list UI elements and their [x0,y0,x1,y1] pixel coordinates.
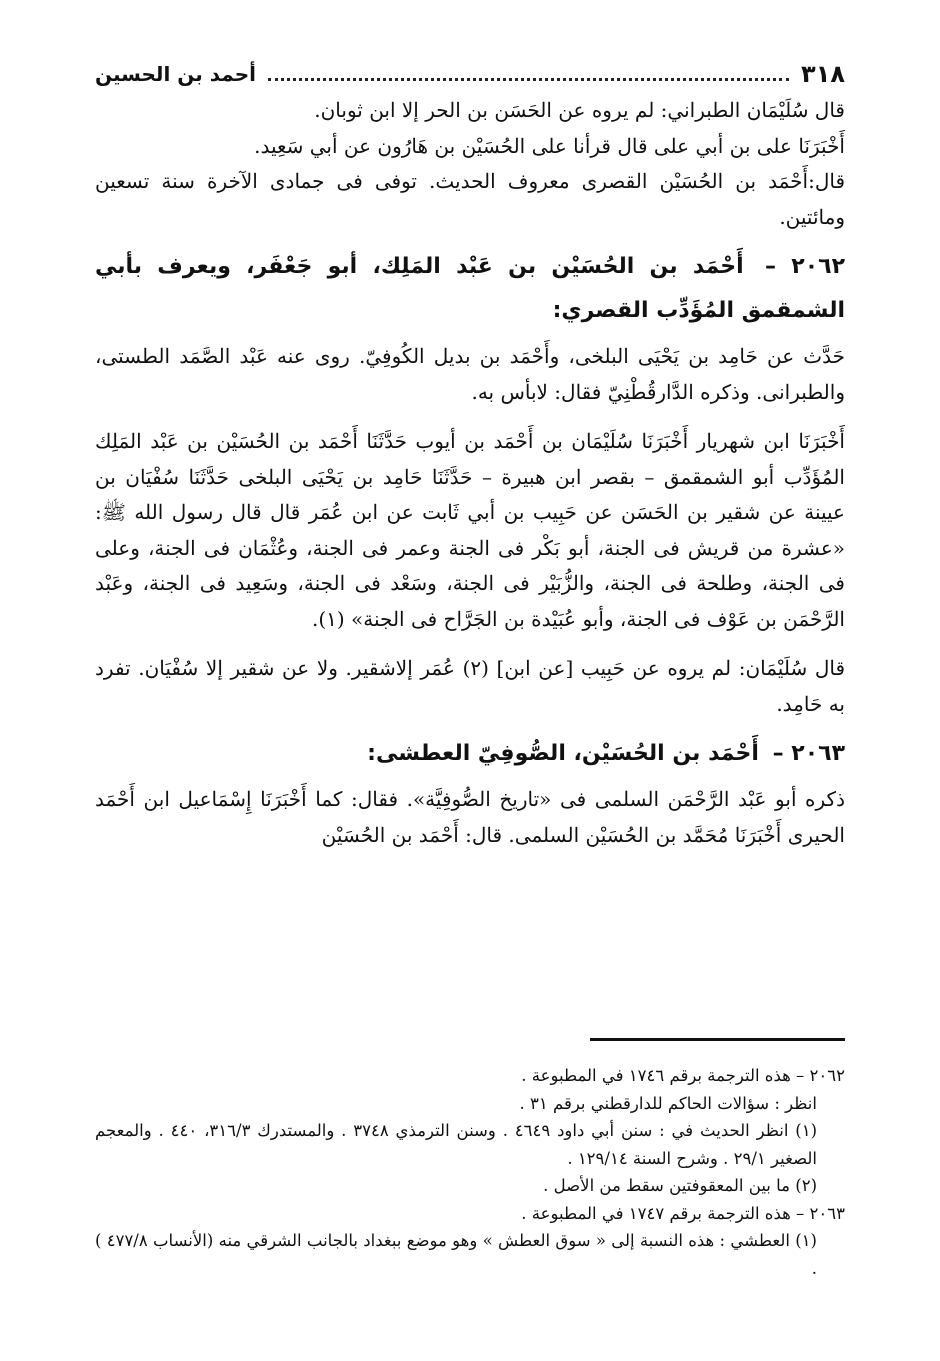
paragraph: أَخْبَرَنَا ابن شهريار أَخْبَرَنَا سُلَيْمَان بن أَحْمَد بن أيوب حَدَّثَنَا أَحْمَد بن الحُسَيْن بن عَبْد المَلِك المُؤَدِّب أبو الشمقمق – بقصر ابن هبيرة – حَدَّثَنَا حَامِد بن يَحْيَى البلخى حَدَّثَنَا سُفْيَان بن عيينة عن شقير بن الحَسَن عن حَبِيب بن أبي ثَابت عن ابن عُمَر قال قال رسول الله ﷺ: «عشرة من قريش فى الجنة، أبو بَكْر فى الجنة وعمر فى الجنة، وعُثْمَان فى الجنة، وعلى فى الجنة، وطلحة فى الجنة، والزُّبَيْر فى الجنة، وسَعْد فى الجنة، وسَعِيد فى الجنة، وعَبْد الرَّحْمَن بن عَوْف فى الجنة، وأبو عُبَيْدة بن الجَرَّاح فى الجنة» (١). [95,429,845,631]
paragraph: أَخْبَرَنَا على بن أبي على قال قرأنا على الحُسَيْن بن هَارُون عن أبي سَعِيد. [254,133,845,158]
entry-number: ٢٠٦٢ – [765,254,845,279]
paragraph: قال سُلَيْمَان: لم يروه عن حَبِيب [عن ابن] (٢) عُمَر إلاشقير. ولا عن شقير إلا سُفْيَان. تفرد به حَامِد. [95,656,845,716]
page-header [95,58,845,90]
footnote: (١) العطشي : هذه النسبة إلى « سوق العطش » وهو موضع ببغداد بالجانب الشرقي منه (الأنساب ٤٧٧/٨ ) . [95,1231,817,1278]
running-title: أحمد بن الحسين [95,62,256,86]
footnotes [95,1062,845,1282]
book-page [95,0,845,1361]
paragraph: قال:أَحْمَد بن الحُسَيْن القصرى معروف الحديث. توفى فى جمادى الآخرة سنة تسعين ومائتين. [95,169,845,229]
header-dotted-leader [268,68,789,81]
entry-heading-2062 [95,245,845,333]
paragraph: قال سُلَيْمَان الطبراني: لم يروه عن الحَسَن بن الحر إلا ابن ثوبان. [314,98,845,122]
footnote-divider [590,1038,845,1041]
footnote: ٢٠٦٢ – هذه الترجمة برقم ١٧٤٦ في المطبوعة . [521,1066,845,1085]
paragraph: ذكره أبو عَبْد الرَّحْمَن السلمى فى «تاريخ الصُّوفِيَّة». فقال: كما أَخْبَرَنَا إِسْمَاعيل ابن أَحْمَد الحيرى أَخْبَرَنَا مُحَمَّد بن الحُسَيْن السلمى. قال: أَحْمَد بن الحُسَيْن [95,787,845,847]
footnote: انظر : سؤالات الحاكم للدارقطني برقم ٣١ . [519,1093,817,1113]
entry-title: أَحْمَد بن الحُسَيْن بن عَبْد المَلِك، أبو جَعْفَر، ويعرف بأبي الشمقمق المُؤَدِّب القصري: [95,254,845,323]
footnote: ٢٠٦٣ – هذه الترجمة برقم ١٧٤٧ في المطبوعة . [521,1203,845,1223]
footnote: (٢) ما بين المعقوفتين سقط من الأصل . [543,1176,817,1195]
entry-title: أَحْمَد بن الحُسَيْن، الصُّوفِيّ العطشى: [367,741,759,766]
entry-heading-2063 [95,732,845,776]
page-number: ٣١٨ [801,60,845,88]
footnote: (١) انظر الحديث في : سنن أبي داود ٤٦٤٩ . وسنن الترمذي ٣٧٤٨ . والمستدرك ٣١٦/٣، ٤٤٠ . والمعجم الصغير ٢٩/١ . وشرح السنة ١٢٩/١٤ . [95,1121,818,1168]
entry-number: ٢٠٦٣ – [772,741,845,766]
main-text [95,93,845,853]
paragraph: حَدَّث عن حَامِد بن يَحْيَى البلخى، وأَحْمَد بن بديل الكُوفِيّ. روى عنه عَبْد الصَّمَد الطستى، والطبرانى. وذكره الدَّارقُطْنِيّ فقال: لابأس به. [95,344,845,404]
